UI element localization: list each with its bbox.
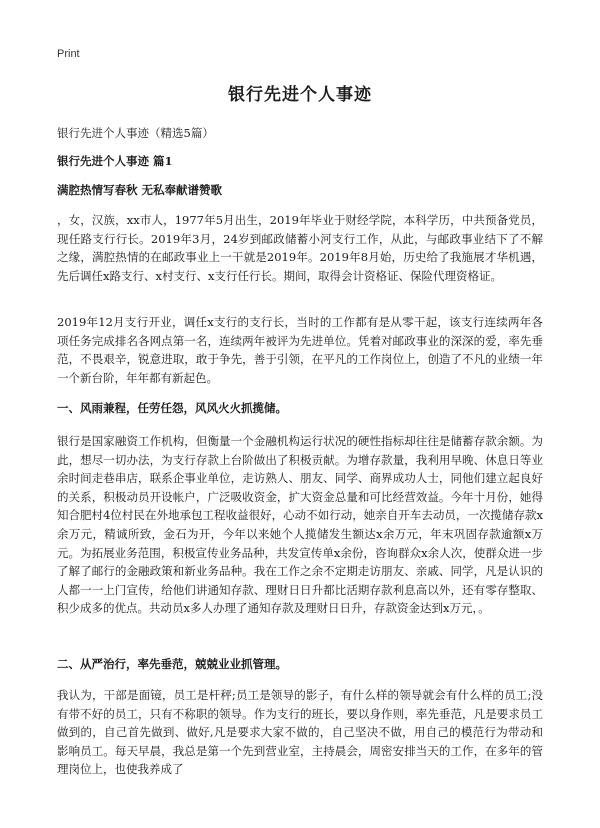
section1-heading: 一、风雨兼程，任劳任怨，风风火火抓揽储。 [57, 401, 287, 415]
article-heading: 银行先进个人事迹 篇1 [57, 154, 173, 168]
print-label[interactable]: Print [57, 48, 80, 60]
page-title: 银行先进个人事迹 [228, 85, 372, 105]
paragraph-text: 我认为，干部是面镜，员工是杆秤;员工是领导的影子，有什么样的领导就会有什么样的员工;没有带不好的员工，只有不称职的领导。作为支行的班长，要以身作则，率先垂范，凡是要求员工做到的，自己首先做到、做好,凡是要求大家不做的，自己坚决不做，用自己的模范行为带动和影响员工。每天早晨，我总是第一个先到营业室，主持晨会，周密安排当天的工作，在多年的管理岗位上，也使我养成了 [57, 688, 543, 777]
section2-heading: 二、从严治行，率先垂范，兢兢业业抓管理。 [57, 657, 287, 671]
document-subtitle: 银行先进个人事迹（精选5篇） [57, 126, 214, 140]
second-paragraph [57, 313, 543, 387]
section1-paragraph [57, 432, 543, 618]
intro-paragraph [57, 211, 543, 285]
article-subheading: 满腔热情写春秋 无私奉献谱赞歌 [57, 183, 223, 197]
section2-paragraph [57, 686, 543, 779]
paragraph-text: ，女，汉族，xx市人，1977年5月出生，2019年毕业于财经学院，本科学历，中共预备党员，现任路支行行长。2019年3月，24岁到邮政储蓄小河支行工作，从此，与邮政事业结下了不解之缘，满腔热情的在邮政事业上一干就是2019年。2019年8月始，历史给了我施展才华机遇，先后调任x路支行、x村支行、x支行任行长。期间，取得会计资格证、保险代理资格证。 [57, 213, 543, 283]
paragraph-text: 2019年12月支行开业，调任x支行的支行长，当时的工作都有是从零干起，该支行连续两年各项任务完成排名各网点第一名，连续两年被评为先进单位。凭着对邮政事业的深深的爱，率先垂范，不畏艰辛，锐意进取，敢于争先，善于引领，在平凡的工作岗位上，创造了不凡的业绩一年一个新台阶，年年都有新起色。 [57, 315, 543, 385]
paragraph-text: 银行是国家融资工作机构，但衡量一个金融机构运行状况的硬性指标却往往是储蓄存款余额。为此，想尽一切办法，为支行存款上台阶做出了积极贡献。为增存款量，我利用早晚、休息日等业余时间走巷串店，联系企事业单位，走访熟人、朋友、同学、商界成功人士，同他们建立起良好的关系，积极动员开设帐户，广泛吸收资金，扩大资金总量和可比经营效益。今年十月份，她得知合肥村4位村民在外地承包工程收益很好，心动不如行动，她亲自开车去动员，一次揽储存款x余万元，精诚所致，金石为开，今年以来她个人揽储发生额达x余万元，年末巩固存款逾额x万元。为拓展业务范围，积极宣传业务品种，共发宣传单x余份，咨询群众x余人次，使群众进一步了解了邮行的金融政策和新业务品种。我在工作之余不定期走访朋友、亲戚、同学，凡是认识的人都一一上门宣传，给他们讲通知存款、理财日日升都比活期存款利息高以外，还有零存整取、积少成多的优点。共动员x多人办理了通知存款及理财日日升，存款资金达到x万元，。 [57, 434, 543, 616]
